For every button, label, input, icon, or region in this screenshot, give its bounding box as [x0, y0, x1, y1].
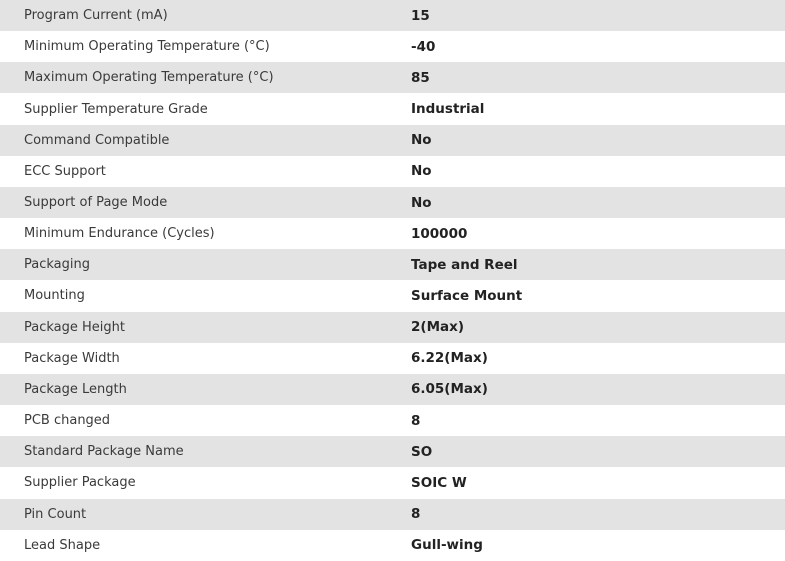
table-row	[0, 125, 785, 156]
table-row	[0, 31, 785, 62]
spec-value: SOIC W	[411, 474, 467, 491]
spec-label: Program Current (mA)	[0, 0, 411, 31]
table-row	[0, 467, 785, 498]
spec-value: Tape and Reel	[411, 249, 785, 280]
spec-label: Package Length	[0, 374, 411, 405]
spec-value: No	[411, 125, 785, 156]
spec-value: 8	[411, 412, 421, 429]
table-row	[0, 530, 785, 561]
spec-label: Package Width	[24, 350, 120, 366]
spec-label: Pin Count	[0, 499, 411, 530]
spec-label: Standard Package Name	[0, 436, 411, 467]
spec-value: 8	[411, 499, 785, 530]
spec-label: Package Height	[0, 312, 411, 343]
spec-value: Industrial	[411, 101, 485, 118]
spec-label: Supplier Temperature Grade	[24, 101, 208, 117]
table-row	[0, 93, 785, 124]
spec-value: Surface Mount	[411, 287, 523, 304]
spec-value: -40	[411, 38, 436, 55]
spec-label: Support of Page Mode	[0, 187, 411, 218]
spec-value: 2(Max)	[411, 312, 785, 343]
spec-label: Mounting	[24, 288, 85, 304]
spec-label: Supplier Package	[24, 475, 136, 491]
table-row	[0, 156, 785, 187]
spec-label: Minimum Operating Temperature (°C)	[24, 39, 270, 55]
table-row	[0, 218, 785, 249]
spec-value: No	[411, 163, 432, 180]
spec-value: 85	[411, 62, 785, 93]
spec-label: PCB changed	[24, 413, 111, 429]
spec-value: 6.05(Max)	[411, 374, 785, 405]
table-row	[0, 249, 785, 280]
table-row	[0, 405, 785, 436]
spec-label: Command Compatible	[0, 125, 411, 156]
spec-value: 6.22(Max)	[411, 350, 488, 367]
table-row	[0, 499, 785, 530]
spec-value: Gull-wing	[411, 537, 483, 554]
spec-value: 100000	[411, 225, 468, 242]
table-row	[0, 436, 785, 467]
table-row	[0, 187, 785, 218]
table-row	[0, 374, 785, 405]
spec-value: No	[411, 187, 785, 218]
spec-label: Packaging	[0, 249, 411, 280]
table-row	[0, 62, 785, 93]
table-row	[0, 343, 785, 374]
spec-label: Lead Shape	[24, 537, 101, 553]
table-row	[0, 312, 785, 343]
spec-label: Minimum Endurance (Cycles)	[24, 226, 215, 242]
spec-value: SO	[411, 436, 785, 467]
spec-label: ECC Support	[24, 163, 106, 179]
spec-label: Maximum Operating Temperature (°C)	[0, 62, 411, 93]
table-row	[0, 280, 785, 311]
spec-value: 15	[411, 0, 785, 31]
table-row	[0, 0, 785, 31]
